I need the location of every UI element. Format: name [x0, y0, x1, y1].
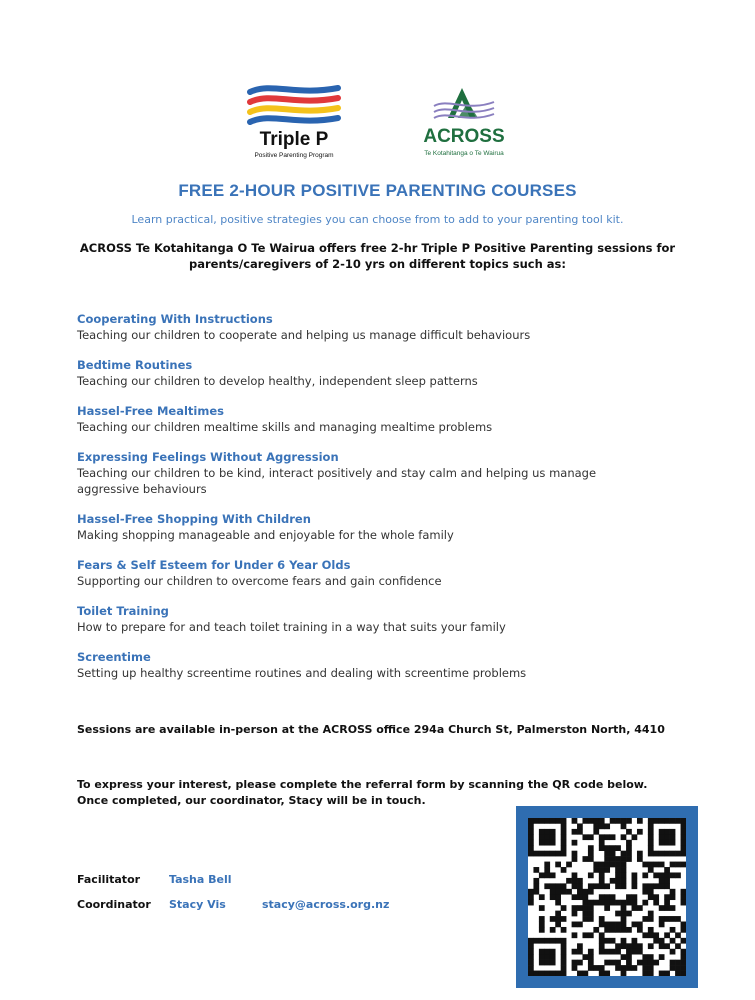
- topic-title: Bedtime Routines: [77, 358, 193, 372]
- triple-p-logo: [246, 82, 342, 162]
- topic-description: Making shopping manageable and enjoyable for the whole family: [77, 528, 454, 542]
- triple-p-tagline: Positive Parenting Program: [254, 152, 334, 159]
- topic-item: [77, 357, 677, 389]
- topic-title: Hassel-Free Shopping With Children: [77, 512, 311, 526]
- across-mountain-icon: [418, 82, 510, 162]
- topic-description: Teaching our children to develop healthy, independent sleep patterns: [77, 374, 478, 388]
- qr-code-icon: [528, 818, 686, 976]
- topic-description: Teaching our children to cooperate and helping us manage difficult behaviours: [77, 328, 531, 342]
- intro-text: ACROSS Te Kotahitanga O Te Wairua offers free 2-hr Triple P Positive Parenting sessions for parents/caregivers of 2-10 yrs on different topics such as:: [79, 241, 676, 271]
- topic-title: Fears & Self Esteem for Under 6 Year Olds: [77, 558, 351, 572]
- across-logo: [418, 82, 510, 162]
- topic-item: [77, 311, 677, 343]
- topic-item: [77, 557, 677, 589]
- topic-description: Teaching our children to be kind, interact positively and stay calm and helping us manage aggressive behaviours: [77, 466, 597, 496]
- across-tagline: Te Kotahitanga o Te Wairua: [424, 150, 504, 157]
- triple-p-name: Triple P: [259, 129, 329, 150]
- topic-item: [77, 449, 677, 497]
- qr-code-pattern: [528, 818, 686, 976]
- topic-item: [77, 511, 677, 543]
- facilitator-name: Tasha Bell: [169, 873, 232, 886]
- facilitator-label: Facilitator: [77, 873, 141, 886]
- topic-description: Teaching our children mealtime skills and managing mealtime problems: [77, 420, 493, 434]
- interest-info: To express your interest, please complete the referral form by scanning the QR code below. Once completed, our coordinator, Stacy will be in touch.: [77, 778, 648, 807]
- across-name: ACROSS: [423, 126, 505, 147]
- topic-description: Setting up healthy screentime routines and dealing with screentime problems: [77, 666, 527, 680]
- triple-p-waves-icon: [246, 82, 342, 162]
- topic-title: Hassel-Free Mealtimes: [77, 404, 224, 418]
- page-subtitle: Learn practical, positive strategies you can choose from to add to your parenting tool kit.: [131, 213, 624, 226]
- qr-code[interactable]: [516, 806, 698, 988]
- topic-title: Expressing Feelings Without Aggression: [77, 450, 339, 464]
- topic-title: Cooperating With Instructions: [77, 312, 273, 326]
- topic-item: [77, 603, 677, 635]
- topic-title: Toilet Training: [77, 604, 169, 618]
- topic-title: Screentime: [77, 650, 151, 664]
- topic-item: [77, 649, 677, 681]
- coordinator-name: Stacy Vis: [169, 898, 226, 911]
- topic-item: [77, 403, 677, 435]
- sessions-info: Sessions are available in-person at the ACROSS office 294a Church St, Palmerston North, 4410: [77, 723, 665, 736]
- coordinator-email[interactable]: stacy@across.org.nz: [262, 898, 390, 911]
- page-title: FREE 2-HOUR POSITIVE PARENTING COURSES: [178, 181, 577, 200]
- coordinator-label: Coordinator: [77, 898, 151, 911]
- topic-list: [77, 311, 677, 695]
- topic-description: How to prepare for and teach toilet training in a way that suits your family: [77, 620, 506, 634]
- topic-description: Supporting our children to overcome fears and gain confidence: [77, 574, 442, 588]
